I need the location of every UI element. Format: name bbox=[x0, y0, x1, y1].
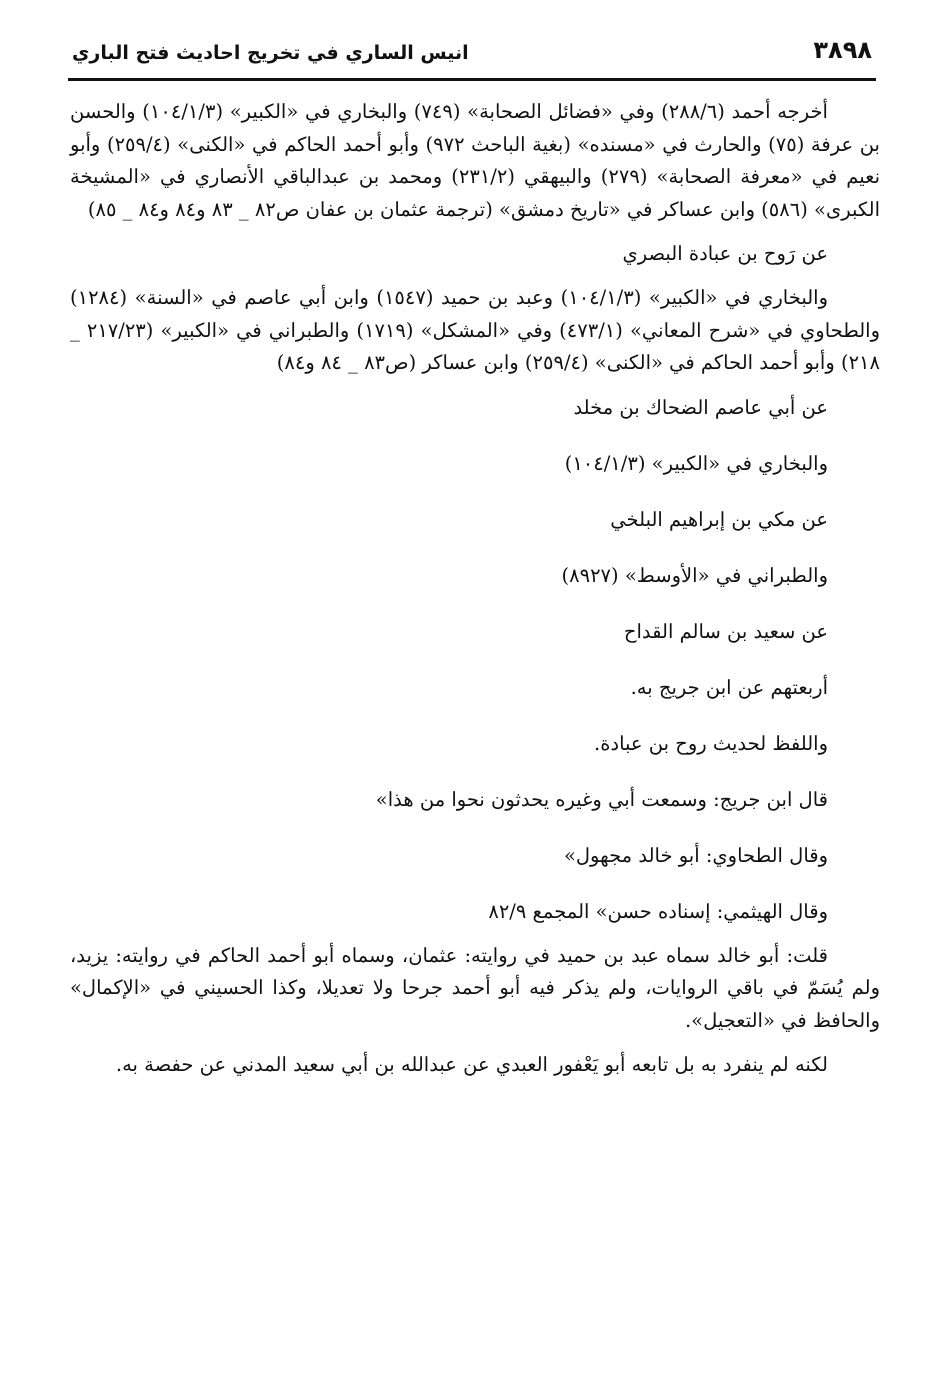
paragraph-takhrij-1: أخرجه أحمد (٢٨٨/٦) وفي «فضائل الصحابة» (٧٤٩) والبخاري في «الكبير» (١٠٤/١/٣) والحسن بن عرفة (٧٥) والحارث في «مسنده» (بغية الباحث ٩٧٢) وأبو أحمد الحاكم في «الكنى» (٢٥٩/٤) وأبو نعيم في «معرفة الصحابة» (٢٧٩) والبيهقي (٢٣١/٢) ومحمد بن عبدالباقي الأنصاري في «المشيخة الكبرى» (٥٨٦) وابن عساكر في «تاريخ دمشق» (ترجمة عثمان بن عفان ص٨٢ _ ٨٣ و٨٤ و٨٤ _ ٨٥) bbox=[70, 100, 881, 221]
page-header bbox=[68, 30, 876, 74]
source-line-2: والطبراني في «الأوسط» (٨٩٢٧) bbox=[561, 563, 828, 587]
paragraph-commentary-2: لكنه لم ينفرد به بل تابعه أبو يَعْفور العبدي عن عبدالله بن أبي سعيد المدني عن حفصة به. bbox=[115, 1053, 828, 1076]
paragraph-commentary-1: قلت: أبو خالد سماه عبد بن حميد في روايته: عثمان، وسماه أبو أحمد الحاكم في روايته: يزيد، ولم يُسَمّ في باقي الروايات، ولم يذكر فيه أبو أحمد جرحا ولا تعديلا، وكذا الحسيني في «الإكمال» والحافظ في «التعجيل». bbox=[70, 943, 880, 1032]
page-body bbox=[70, 96, 880, 1082]
narrator-line-2: عن أبي عاصم الضحاك بن مخلد bbox=[573, 395, 828, 419]
page-number: ٣٨٩٨ bbox=[813, 36, 872, 64]
book-title: انيس الساري في تخريج احاديث فتح الباري bbox=[72, 42, 469, 64]
header-divider bbox=[68, 78, 876, 81]
narrator-line-4: عن سعيد بن سالم القداح bbox=[623, 619, 828, 643]
quote-haythami: وقال الهيثمي: إسناده حسن» المجمع ٨٢/٩ bbox=[488, 899, 828, 923]
quote-ibn-jurayj: قال ابن جريج: وسمعت أبي وغيره يحدثون نحوا من هذا» bbox=[375, 787, 828, 811]
quote-tahawi: وقال الطحاوي: أبو خالد مجهول» bbox=[563, 843, 828, 867]
narrator-line-1: عن رَوح بن عبادة البصري bbox=[622, 242, 828, 265]
paragraph-takhrij-2: والبخاري في «الكبير» (١٠٤/١/٣) وعبد بن حميد (١٥٤٧) وابن أبي عاصم في «السنة» (١٢٨٤) والطحاوي في «شرح المعاني» (٤٧٣/١) وفي «المشكل» (١٧١٩) والطبراني في «الكبير» (٢١٧/٢٣ _ ٢١٨) وأبو أحمد الحاكم في «الكنى» (٢٥٩/٤) وابن عساكر (ص٨٣ _ ٨٤ و٨٤) bbox=[70, 286, 880, 374]
wording-note: واللفظ لحديث روح بن عبادة. bbox=[594, 731, 828, 755]
narrator-line-3: عن مكي بن إبراهيم البلخي bbox=[610, 507, 828, 531]
source-line-1: والبخاري في «الكبير» (١٠٤/١/٣) bbox=[564, 451, 828, 475]
summary-line: أربعتهم عن ابن جريج به. bbox=[630, 675, 828, 699]
